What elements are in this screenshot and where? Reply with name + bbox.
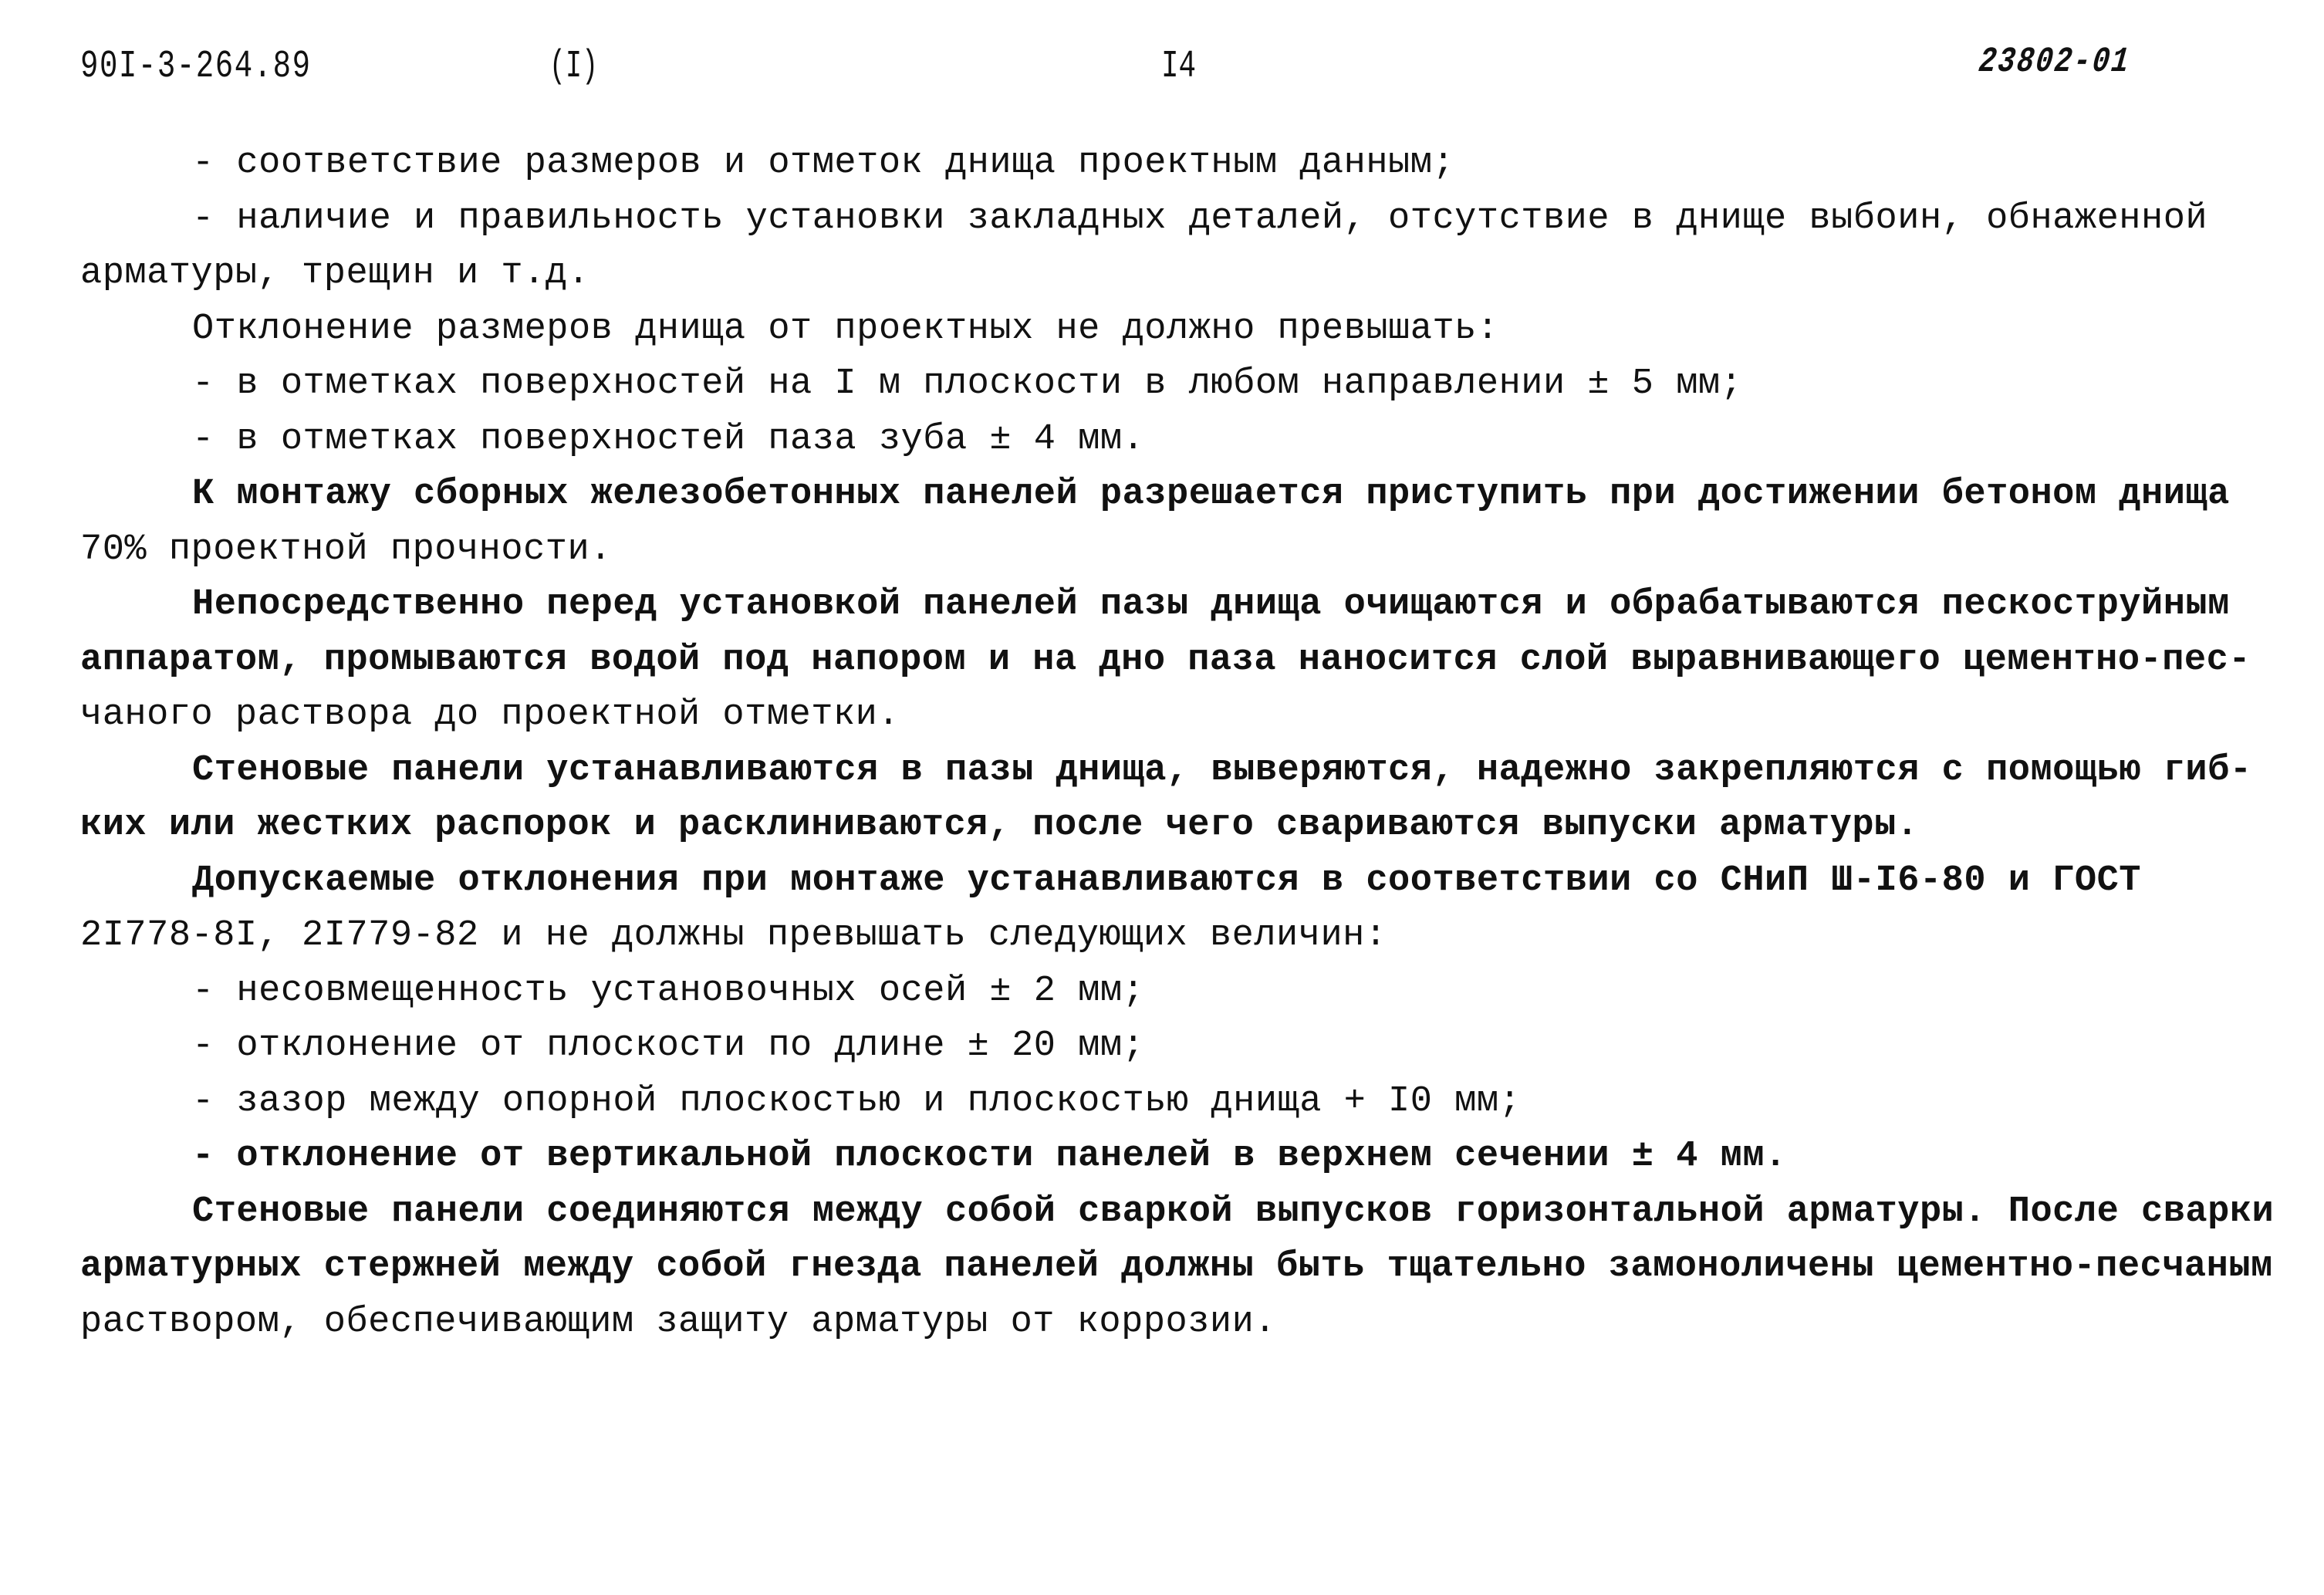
list-item-dimensions-compliance: - соответствие размеров и отметок днища проектным данным; <box>192 143 1455 184</box>
paragraph-tolerance-intro: Отклонение размеров днища от проектных не должно превышать: <box>192 308 1499 350</box>
paragraph-panel-installation-continued: ких или жестких распорок и расклиниваются, после чего свариваются выпуски арматуры. <box>80 805 1919 846</box>
paragraph-assembly-start: К монтажу сборных железобетонных панелей разрешается приступить при достижении бетоном днища <box>192 474 2230 515</box>
body-text <box>80 136 2275 1350</box>
list-item-surface-marks: - в отметках поверхностей на I м плоскости в любом направлении ± 5 мм; <box>192 363 1743 404</box>
list-item-support-gap: - зазор между опорной плоскостью и плоскостью днища + I0 мм; <box>192 1080 1522 1122</box>
inventory-number-stamp: 23802-01 <box>1977 42 2133 82</box>
paragraph-allowed-deviations: Допускаемые отклонения при монтаже устанавливаются в соответствии со СНиП Ш-I6-80 и ГОСТ <box>192 860 2142 901</box>
paragraph-groove-preparation-line3: чаного раствора до проектной отметки. <box>80 694 900 735</box>
list-item-plane-deviation: - отклонение от плоскости по длине ± 20 мм; <box>192 1026 1145 1066</box>
list-item-vertical-deviation: - отклонение от вертикальной плоскости панелей в верхнем сечении ± 4 мм. <box>192 1136 1787 1177</box>
paragraph-panel-installation: Стеновые панели устанавливаются в пазы днища, выверяются, надежно закрепляются с помощью гиб- <box>192 749 2252 791</box>
list-item-embedded-parts: - наличие и правильность установки закладных деталей, отсутствие в днище выбоин, обнаженной <box>192 198 2208 239</box>
list-item-axis-misalignment: - несовмещенность установочных осей ± 2 мм; <box>192 970 1145 1012</box>
page-number: I4 <box>1161 45 1197 89</box>
sheet-variant: (I) <box>549 45 599 89</box>
paragraph-groove-preparation: Непосредственно перед установкой панелей пазы днища очищаются и обрабатываются пескоструйным <box>192 584 2230 625</box>
paragraph-allowed-deviations-continued: 2I778-8I, 2I779-82 и не должны превышать следующих величин: <box>80 915 1387 956</box>
document-code: 90I-3-264.89 <box>80 45 312 89</box>
paragraph-groove-preparation-line2: аппаратом, промываются водой под напором и на дно паза наносится слой выравнивающего цементно-пес- <box>80 639 2251 681</box>
list-item-embedded-parts-continued: арматуры, трещин и т.д. <box>80 253 590 294</box>
page-header <box>0 42 2324 99</box>
paragraph-panel-welding: Стеновые панели соединяются между собой сваркой выпусков горизонтальной арматуры. После сварки <box>192 1191 2275 1232</box>
paragraph-assembly-start-continued: 70% проектной прочности. <box>80 529 612 570</box>
list-item-groove-marks: - в отметках поверхностей паза зуба ± 4 мм. <box>192 418 1145 460</box>
paragraph-panel-welding-line3: раствором, обеспечивающим защиту арматуры от коррозии. <box>80 1301 1277 1343</box>
paragraph-panel-welding-line2: арматурных стержней между собой гнезда панелей должны быть тщательно замоноличены цементно-песчаным <box>80 1246 2273 1287</box>
